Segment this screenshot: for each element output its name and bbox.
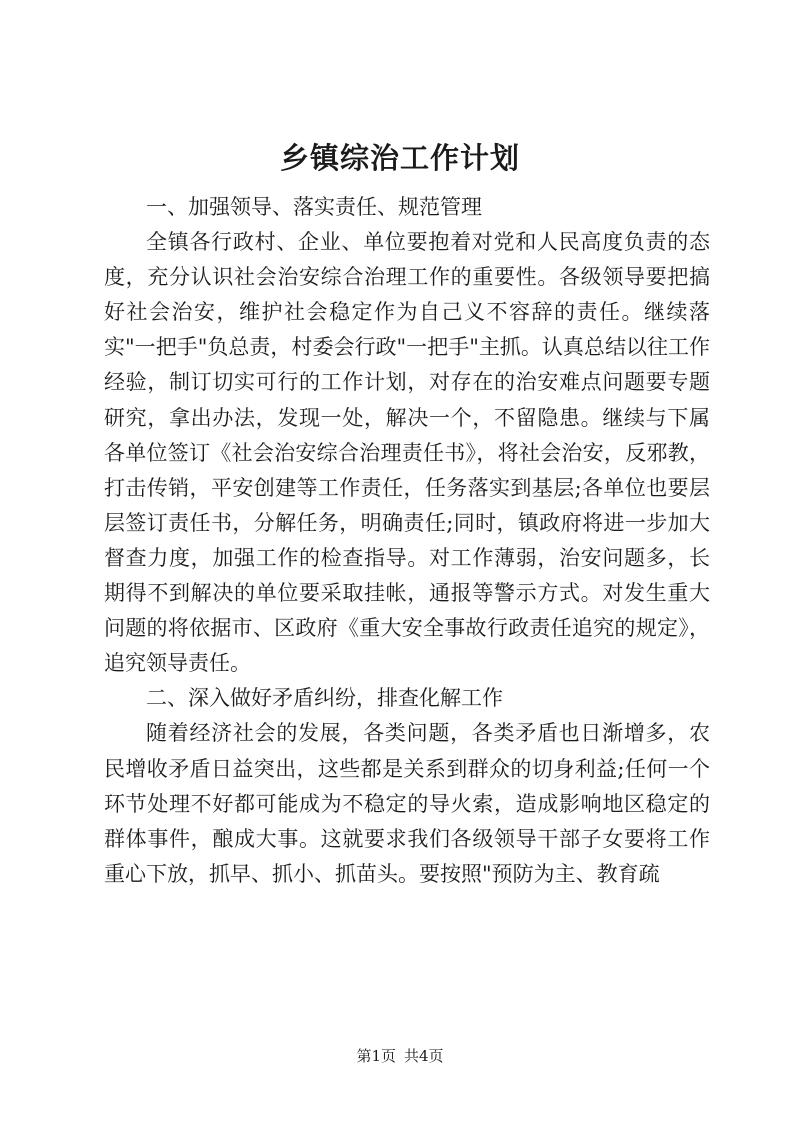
section-heading-2: 二、深入做好矛盾纠纷，排查化解工作 — [146, 686, 503, 711]
section-heading-1: 一、加强领导、落实责任、规范管理 — [146, 195, 482, 219]
body-paragraph-1: 全镇各行政村、企业、单位要抱着对党和人民高度负责的态度，充分认识社会治安综合治理工作的重要性。各级领导要把搞好社会治安，维护社会稳定作为自己义不容辞的责任。继续落实"一把手"负总责，村委会行政"一把手"主抓。认真总结以往工作经验，制订切实可行的工作计划，对存在的治安难点问题要专题研究，拿出办法，发现一处，解决一个，不留隐患。继续与下属各单位签订《社会治安综合治理责任书》，将社会治安，反邪教，打击传销，平安创建等工作责任，任务落实到基层;各单位也要层层签订责任书，分解任务，明确责任;同时，镇政府将进一步加大督查力度，加强工作的检查指导。对工作薄弱，治安问题多，长期得不到解决的单位要采取挂帐，通报等警示方式。对发生重大问题的将依据市、区政府《重大安全事故行政责任追究的规定》，追究领导责任。 — [104, 230, 710, 676]
document-title: 乡镇综治工作计划 — [279, 141, 520, 175]
page-footer — [0, 1046, 800, 1066]
page-total: 共4页 — [404, 1047, 444, 1065]
page-number: 第1页 — [356, 1047, 396, 1065]
body-paragraph-2: 随着经济社会的发展，各类问题，各类矛盾也日渐增多，农民增收矛盾日益突出，这些都是关系到群众的切身利益;任何一个环节处理不好都可能成为不稳定的导火索，造成影响地区稳定的群体事件，酿成大事。这就要求我们各级领导干部子女要将工作重心下放，抓早、抓小、抓苗头。要按照"预防为主、教育疏 — [104, 721, 710, 886]
document-body — [104, 190, 710, 892]
